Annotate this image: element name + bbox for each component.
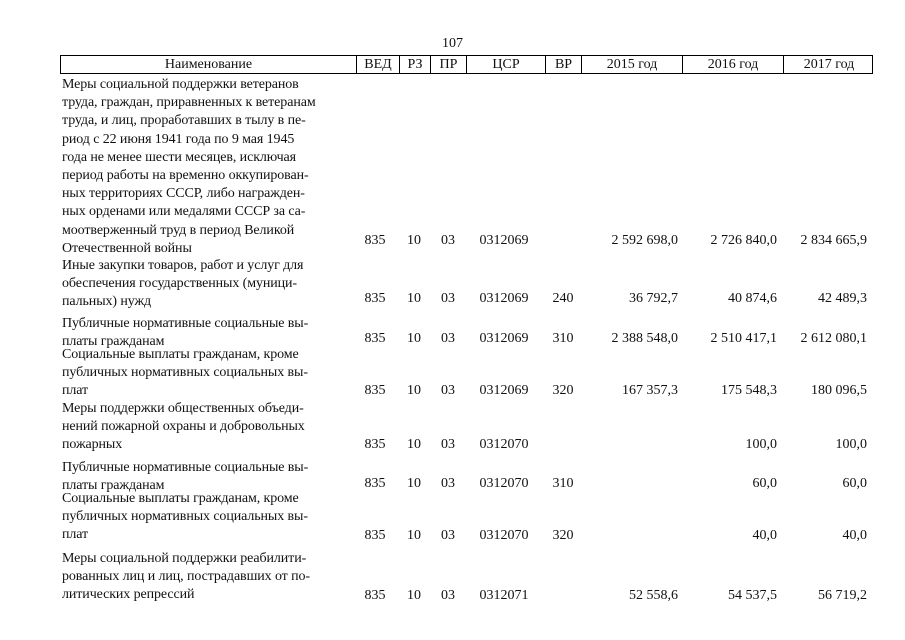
row-name: Меры социальной поддержки ветеранов труда, граждан, приравненных к ветеранам труда, и лиц, проработавших в тылу в пе- риод с 22 июня 1941 года по 9 мая 1945 года не менее шести месяцев, исключая период работы на временно оккупирован- ных территориях СССР, либо награжден- ных орденами или медалями СССР за са- моотверженный труд в период Великой Отечественной войны xyxy=(62,77,316,256)
row-2016: 40 874,6 xyxy=(728,291,777,306)
row-2017: 180 096,5 xyxy=(811,383,867,398)
row-2017: 60,0 xyxy=(842,476,867,491)
row-pr: 03 xyxy=(441,233,455,248)
header-vr: ВР xyxy=(545,56,581,73)
header-2016: 2016 год xyxy=(682,56,783,73)
header-rz: РЗ xyxy=(399,56,430,73)
row-2016: 54 537,5 xyxy=(728,588,777,603)
table-row xyxy=(0,400,905,454)
row-pr: 03 xyxy=(441,476,455,491)
row-csr: 0312069 xyxy=(479,331,529,346)
row-rz: 10 xyxy=(407,437,421,452)
row-rz: 10 xyxy=(407,331,421,346)
row-2017: 2 612 080,1 xyxy=(800,331,867,346)
row-2015: 36 792,7 xyxy=(629,291,678,306)
row-2016: 2 726 840,0 xyxy=(710,233,777,248)
row-ved: 835 xyxy=(364,233,386,248)
row-rz: 10 xyxy=(407,291,421,306)
row-csr: 0312070 xyxy=(479,476,529,491)
table-row xyxy=(0,346,905,400)
row-2016: 175 548,3 xyxy=(721,383,777,398)
row-name: Меры поддержки общественных объеди- нений пожарной охраны и добровольных пожарных xyxy=(62,401,305,453)
row-vr: 240 xyxy=(552,291,574,306)
row-ved: 835 xyxy=(364,383,386,398)
header-name: Наименование xyxy=(164,57,253,72)
row-2016: 2 510 417,1 xyxy=(710,331,777,346)
row-csr: 0312069 xyxy=(479,383,529,398)
row-name: Меры социальной поддержки реабилити- рованных лиц и лиц, пострадавших от по- литических репрессий xyxy=(62,551,310,603)
header-pr: ПР xyxy=(430,56,466,73)
row-vr: 310 xyxy=(552,331,574,346)
row-2017: 42 489,3 xyxy=(818,291,867,306)
table-row xyxy=(0,459,905,493)
row-csr: 0312069 xyxy=(479,291,529,306)
row-ved: 835 xyxy=(364,331,386,346)
table-header xyxy=(60,55,873,74)
row-2016: 60,0 xyxy=(752,476,777,491)
header-2015: 2015 год xyxy=(581,56,682,73)
row-csr: 0312070 xyxy=(479,528,529,543)
row-name: Публичные нормативные социальные вы- платы гражданам xyxy=(62,460,309,494)
row-name: Социальные выплаты гражданам, кроме публичных нормативных социальных вы- плат xyxy=(62,347,308,399)
row-csr: 0312071 xyxy=(479,588,529,603)
row-2016: 40,0 xyxy=(752,528,777,543)
header-ved: ВЕД xyxy=(356,56,399,73)
row-rz: 10 xyxy=(407,588,421,603)
row-rz: 10 xyxy=(407,383,421,398)
page-number: 107 xyxy=(442,36,463,51)
row-rz: 10 xyxy=(407,233,421,248)
row-pr: 03 xyxy=(441,528,455,543)
table-row xyxy=(0,315,905,348)
row-2015: 2 388 548,0 xyxy=(611,331,678,346)
row-name: Публичные нормативные социальные вы- платы гражданам xyxy=(62,316,309,350)
row-ved: 835 xyxy=(364,476,386,491)
row-name: Социальные выплаты гражданам, кроме публичных нормативных социальных вы- плат xyxy=(62,491,308,543)
row-2017: 2 834 665,9 xyxy=(800,233,867,248)
header-2017: 2017 год xyxy=(783,56,874,73)
row-2017: 40,0 xyxy=(842,528,867,543)
table-row xyxy=(0,257,905,308)
row-2017: 56 719,2 xyxy=(818,588,867,603)
row-2015: 2 592 698,0 xyxy=(611,233,678,248)
row-pr: 03 xyxy=(441,437,455,452)
row-rz: 10 xyxy=(407,476,421,491)
table-row xyxy=(0,490,905,545)
row-csr: 0312070 xyxy=(479,437,529,452)
table-row xyxy=(0,550,905,605)
row-vr: 310 xyxy=(552,476,574,491)
row-ved: 835 xyxy=(364,528,386,543)
row-pr: 03 xyxy=(441,588,455,603)
row-ved: 835 xyxy=(364,437,386,452)
row-pr: 03 xyxy=(441,331,455,346)
row-2015: 167 357,3 xyxy=(622,383,678,398)
row-pr: 03 xyxy=(441,291,455,306)
row-ved: 835 xyxy=(364,291,386,306)
row-name: Иные закупки товаров, работ и услуг для обеспечения государственных (муници- пальных) нужд xyxy=(62,258,304,310)
row-csr: 0312069 xyxy=(479,233,529,248)
row-ved: 835 xyxy=(364,588,386,603)
row-rz: 10 xyxy=(407,528,421,543)
row-vr: 320 xyxy=(552,528,574,543)
row-vr: 320 xyxy=(552,383,574,398)
row-pr: 03 xyxy=(441,383,455,398)
table-row xyxy=(0,76,905,256)
header-csr: ЦСР xyxy=(466,56,545,73)
row-2017: 100,0 xyxy=(835,437,867,452)
row-2015: 52 558,6 xyxy=(629,588,678,603)
row-2016: 100,0 xyxy=(745,437,777,452)
